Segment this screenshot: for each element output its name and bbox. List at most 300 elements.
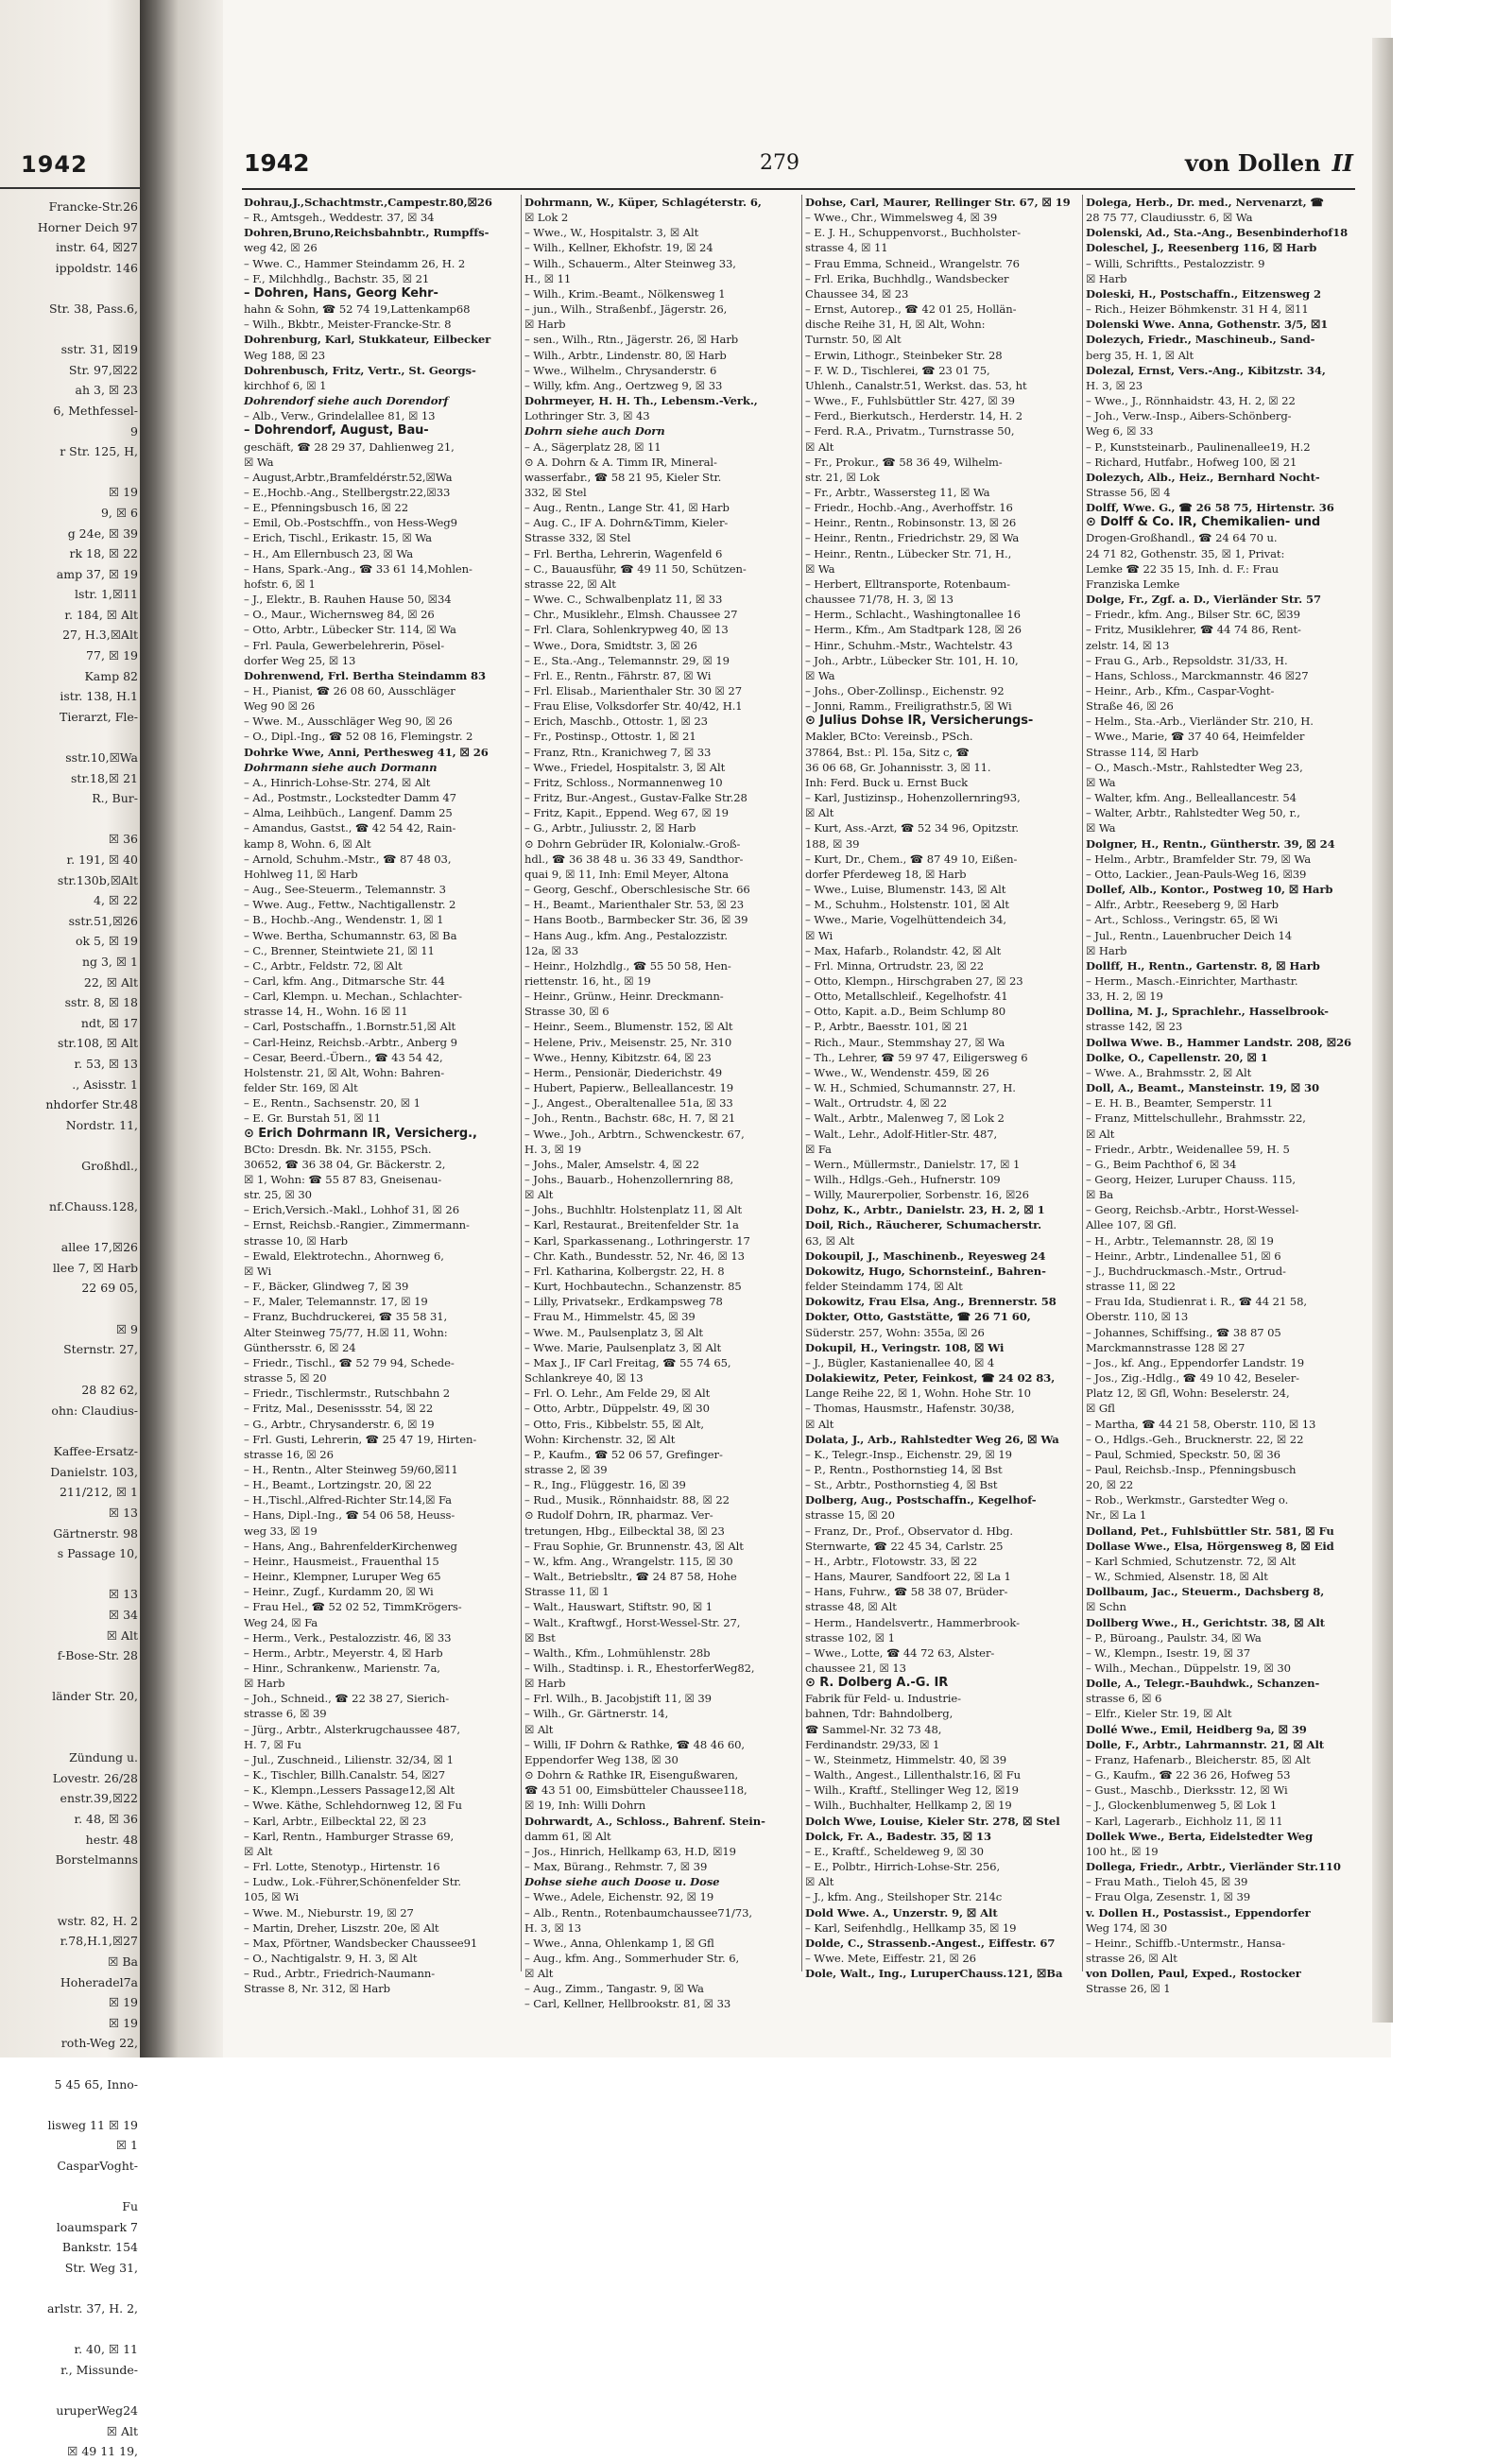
directory-entry: Dohrmann siehe auch Dormann (244, 760, 438, 774)
header-rule (242, 188, 1355, 190)
directory-entry: – Jonni, Ramm., Freiligrathstr.5, ☒ Wi (805, 699, 1012, 714)
left-page-line: uruperWeg24 (56, 2403, 138, 2419)
left-page-line: istr. 138, H.1 (60, 689, 138, 704)
directory-entry: – Frl. Gusti, Lehrerin, ☎ 25 47 19, Hirten- (244, 1432, 477, 1446)
directory-entry: – Wwe. Marie, Paulsenplatz 3, ☒ Alt (524, 1340, 722, 1354)
directory-entry: – Frl. Erika, Buchhdlg., Wandsbecker (805, 271, 1009, 285)
left-page-line: str.18,☒ 21 (71, 770, 138, 785)
directory-entry: – H., Am Ellernbusch 23, ☒ Wa (244, 546, 414, 560)
directory-entry: ☎ Sammel-Nr. 32 73 48, (805, 1722, 942, 1736)
directory-entry: felder Str. 169, ☒ Alt (244, 1081, 358, 1095)
directory-entry: – E., Pfenningsbusch 16, ☒ 22 (244, 501, 408, 515)
left-page-line: Fu (122, 2199, 138, 2214)
directory-entry: – Willi, IF Dohrn & Rathke, ☎ 48 46 60, (524, 1737, 745, 1751)
left-page-line: ohn: Claudius- (51, 1403, 138, 1419)
directory-entry: – O., Nachtigalstr. 9, H. 3, ☒ Alt (244, 1951, 418, 1965)
left-page-line (4, 2279, 138, 2299)
directory-entry: ☒ Harb (1086, 943, 1127, 957)
directory-entry: – Wwe., Henny, Kibitzstr. 64, ☒ 23 (524, 1050, 712, 1064)
directory-entry: Dohse siehe auch Doose u. Dose (524, 1875, 720, 1889)
directory-entry: – Ernst, Reichsb.-Rangier., Zimmermann- (244, 1218, 470, 1232)
directory-entry: ☒ Wa (244, 455, 274, 469)
directory-entry: Dolff, Wwe. G., ☎ 26 58 75, Hirtenstr. 36 (1086, 501, 1334, 515)
directory-entry: – Hans, Dipl.-Ing., ☎ 54 06 58, Heuss- (244, 1508, 455, 1523)
left-page-line: nhdorfer Str.48 (45, 1097, 138, 1112)
directory-entry: – P., Kunststeinarb., Paulinenallee19, H.2 (1086, 439, 1311, 454)
directory-entry: – Walt., Betriebsltr., ☎ 24 87 58, Hohe (524, 1570, 737, 1584)
directory-entry: – Georg, Reichsb.-Arbtr., Horst-Wessel- (1086, 1203, 1299, 1217)
directory-entry: – Dohrendorf, August, Bau- (244, 423, 429, 439)
directory-entry: ☒ Wa (805, 668, 835, 682)
directory-entry: – Hinr., Schrankenw., Marienstr. 7a, (244, 1661, 440, 1675)
left-page-line (4, 319, 138, 340)
directory-entry: Weg 6, ☒ 33 (1086, 424, 1154, 439)
directory-entry: BCto: Dresdn. Bk. Nr. 3155, PSch. (244, 1142, 432, 1156)
directory-entry: – Joh., Verw.-Insp., Aibers-Schönberg- (1086, 409, 1292, 423)
directory-entry: Doil, Rich., Räucherer, Schumacherstr. (805, 1218, 1042, 1232)
directory-entry: Turnstr. 50, ☒ Alt (805, 333, 902, 347)
directory-entry: ☒ Alt (244, 1844, 273, 1858)
directory-entry: ☒ Gfl (1086, 1402, 1115, 1416)
directory-entry: ☒ Fa (805, 1142, 832, 1156)
directory-entry: – Wilh., Kellner, Ekhofstr. 19, ☒ 24 (524, 241, 713, 255)
left-page-line: allee 17,☒26 (60, 1240, 138, 1255)
directory-entry: – W., kfm. Ang., Wrangelstr. 115, ☒ 30 (524, 1554, 733, 1568)
directory-entry: ☒ Wa (1086, 821, 1116, 835)
left-page-line (4, 2319, 138, 2340)
directory-entry: – Max, Hafarb., Rolandstr. 42, ☒ Alt (805, 943, 1002, 957)
directory-entry: – A., Hinrich-Lohse-Str. 274, ☒ Alt (244, 775, 431, 789)
directory-entry: – W., Klempn., Isestr. 19, ☒ 37 (1086, 1645, 1251, 1660)
directory-entry: – Johannes, Schiffsing., ☎ 38 87 05 (1086, 1325, 1281, 1339)
directory-entry: – Friedr., kfm. Ang., Bilser Str. 6C, ☒39 (1086, 608, 1300, 622)
directory-entry: – J., Bügler, Kastanienallee 40, ☒ 4 (805, 1355, 995, 1369)
directory-entry: – Wwe., Adele, Eichenstr. 92, ☒ 19 (524, 1890, 714, 1904)
directory-entry: – Frl. Katharina, Kolbergstr. 22, H. 8 (524, 1264, 725, 1278)
directory-entry: Strasse 332, ☒ Stel (524, 531, 631, 545)
directory-entry: – Wwe. A., Brahmsstr. 2, ☒ Alt (1086, 1065, 1252, 1079)
left-page-line: wstr. 82, H. 2 (57, 1913, 138, 1928)
directory-entry: strasse 14, H., Wohn. 16 ☒ 11 (244, 1005, 408, 1019)
directory-entry: Dold Wwe. A., Unzerstr. 9, ☒ Alt (805, 1905, 998, 1920)
directory-entry: – Wwe., Chr., Wimmelsweg 4, ☒ 39 (805, 211, 998, 225)
directory-entry: ☒ Schn (1086, 1600, 1126, 1614)
directory-entry: Weg 188, ☒ 23 (244, 348, 325, 362)
left-page-line: länder Str. 20, (52, 1689, 138, 1704)
left-page-line (4, 2094, 138, 2115)
directory-entry: – A., Sägerplatz 28, ☒ 11 (524, 439, 662, 454)
directory-entry: – Rud., Arbtr., Friedrich-Naumann- (244, 1967, 436, 1981)
directory-entry: – Erich,Versich.-Makl., Lohhof 31, ☒ 26 (244, 1203, 459, 1217)
left-page-line: Tierarzt, Fle- (60, 709, 138, 724)
directory-entry: Dolch Wwe, Louise, Kieler Str. 278, ☒ Stel (805, 1814, 1060, 1828)
directory-entry: – Fritz, Kapit., Eppend. Weg 67, ☒ 19 (524, 806, 729, 820)
directory-entry: 63, ☒ Alt (805, 1233, 855, 1248)
directory-entry: – Otto, Fris., Kibbelstr. 55, ☒ Alt, (524, 1417, 705, 1431)
directory-entry: – Wwe., Joh., Arbtrn., Schwenckestr. 67, (524, 1127, 745, 1141)
directory-entry: – Frl. Elisab., Marienthaler Str. 30 ☒ 27 (524, 684, 742, 697)
directory-entry: – Heinr., Rentn., Robinsonstr. 13, ☒ 26 (805, 516, 1017, 530)
directory-entry: – Karl, Rentn., Hamburger Strasse 69, (244, 1829, 455, 1843)
left-page-line: ☒ 34 (108, 1607, 138, 1622)
left-page-line (4, 1870, 138, 1891)
directory-entry: – Alb., Rentn., Rotenbaumchaussee71/73, (524, 1905, 752, 1920)
directory-entry: str. 25, ☒ 30 (244, 1188, 312, 1202)
directory-entry: – Kurt, Dr., Chem., ☎ 87 49 10, Eißen- (805, 852, 1018, 866)
directory-entry: – W. H., Schmied, Schumannstr. 27, H. (805, 1081, 1016, 1095)
directory-entry: – Erich, Tischl., Erikastr. 15, ☒ Wa (244, 531, 432, 545)
directory-entry: 24 71 82, Gothenstr. 35, ☒ 1, Privat: (1086, 546, 1285, 560)
directory-entry: ☒ Bst (524, 1630, 556, 1644)
directory-entry: strasse 15, ☒ 20 (805, 1508, 895, 1523)
directory-entry: – Willy, Maurerpolier, Sorbenstr. 16, ☒26 (805, 1188, 1029, 1202)
directory-entry: – Herm., Arbtr., Meyerstr. 4, ☒ Harb (244, 1645, 443, 1660)
directory-entry: strasse 2, ☒ 39 (524, 1462, 608, 1476)
left-page-line (4, 1728, 138, 1748)
directory-entry: H. 3, ☒ 13 (524, 1920, 582, 1935)
directory-entry: – E., Rentn., Sachsenstr. 20, ☒ 1 (244, 1096, 421, 1110)
left-page-line: ah 3, ☒ 23 (75, 383, 138, 398)
directory-entry: Inh: Ferd. Buck u. Ernst Buck (805, 775, 969, 789)
directory-entry: – P., Arbtr., Baesstr. 101, ☒ 21 (805, 1020, 969, 1034)
left-page-line: Borstelmanns (55, 1852, 138, 1868)
directory-entry: – Carl, Kellner, Hellbrookstr. 81, ☒ 33 (524, 1997, 731, 2011)
directory-entry: strasse 26, ☒ Alt (1086, 1951, 1177, 1965)
directory-entry: – Herbert, Elltransporte, Rotenbaum- (805, 577, 1010, 591)
directory-entry: Strasse 56, ☒ 4 (1086, 485, 1171, 499)
directory-entry: – Wwe., Luise, Blumenstr. 143, ☒ Alt (805, 883, 1006, 897)
directory-entry: – Wwe. M., Nieburstr. 19, ☒ 27 (244, 1905, 414, 1920)
directory-entry: – Wwe., Dora, Smidtstr. 3, ☒ 26 (524, 638, 697, 652)
left-page-line: Sternstr. 27, (63, 1342, 138, 1357)
directory-entry: Fabrik für Feld- u. Industrie- (805, 1692, 961, 1706)
directory-column-2 (524, 195, 799, 2011)
left-page-line: Str. 97,☒22 (68, 362, 138, 377)
directory-entry: – H.,Tischl.,Alfred-Richter Str.14,☒ Fa (244, 1493, 452, 1507)
directory-entry: Dolezych, Alb., Heiz., Bernhard Nocht- (1086, 470, 1320, 484)
directory-entry: – Th., Lehrer, ☎ 59 97 47, Eiligersweg 6 (805, 1050, 1028, 1064)
left-page-line: Francke-Str.26 (48, 199, 138, 214)
directory-entry: Dohrn siehe auch Dorn (524, 424, 665, 439)
left-page-line: 27, H.3,☒Alt (62, 628, 138, 643)
left-page-line: CasparVoght- (57, 2159, 138, 2173)
directory-entry: Dohrau,J.,Schachtmstr.,Campestr.80,☒26 (244, 196, 492, 209)
directory-entry: Lothringer Str. 3, ☒ 43 (524, 409, 650, 423)
directory-entry: – Franz, Dr., Prof., Observator d. Hbg. (805, 1524, 1013, 1538)
directory-entry: – Hans, Spark.-Ang., ☎ 33 61 14,Mohlen- (244, 561, 472, 576)
directory-entry: – O., Masch.-Mstr., Rahlstedter Weg 23, (1086, 760, 1303, 774)
left-page-line: ippoldstr. 146 (55, 260, 138, 275)
directory-entry: – K., Klempn.,Lessers Passage12,☒ Alt (244, 1783, 455, 1798)
left-page-line (4, 1890, 138, 1911)
directory-entry: – Alfr., Arbtr., Reeseberg 9, ☒ Harb (1086, 898, 1279, 912)
directory-entry: – Friedr., Arbtr., Weidenallee 59, H. 5 (1086, 1142, 1290, 1156)
directory-entry: – St., Arbtr., Posthornstieg 4, ☒ Bst (805, 1478, 998, 1492)
directory-entry: – Paul, Schmied, Speckstr. 50, ☒ 36 (1086, 1447, 1280, 1461)
directory-entry: – Frl. Minna, Ortrudstr. 23, ☒ 22 (805, 958, 984, 973)
directory-entry: – P., Rentn., Posthornstieg 14, ☒ Bst (805, 1462, 1003, 1476)
left-page-line: Kamp 82 (84, 668, 138, 683)
directory-entry: – G., Arbtr., Chrysanderstr. 6, ☒ 19 (244, 1417, 435, 1431)
directory-entry: – H., Arbtr., Telemannstr. 28, ☒ 19 (1086, 1233, 1274, 1248)
directory-entry: – Wilh., Gr. Gärtnerstr. 14, (524, 1707, 669, 1721)
directory-entry: – Aug., Zimm., Tangastr. 9, ☒ Wa (524, 1982, 704, 1996)
directory-entry: Nr., ☒ La 1 (1086, 1508, 1147, 1523)
left-page-line: 22, ☒ Alt (83, 974, 138, 990)
left-page-text (4, 197, 138, 2462)
directory-entry: ☒ Harb (524, 1677, 566, 1691)
left-page-line: Zündung u. (69, 1750, 138, 1765)
directory-entry: – Hinr., Schuhm.-Mstr., Wachtelstr. 43 (805, 638, 1013, 652)
directory-entry: – Erich, Maschb., Ottostr. 1, ☒ 23 (524, 714, 708, 729)
directory-entry: ☎ 43 51 00, Eimsbütteler Chaussee118, (524, 1783, 747, 1798)
directory-entry: – Helm., Sta.-Arb., Vierländer Str. 210, H. (1086, 714, 1314, 729)
directory-entry: – G., Kaufm., ☎ 22 36 26, Hofweg 53 (1086, 1768, 1291, 1782)
directory-entry: Dolke, O., Capellenstr. 20, ☒ 1 (1086, 1050, 1268, 1064)
directory-entry: – E., Sta.-Ang., Telemannstr. 29, ☒ 19 (524, 653, 730, 667)
directory-entry: – Heinr., Grünw., Heinr. Dreckmann- (524, 990, 724, 1004)
directory-entry: – Richard, Hutfabr., Hofweg 100, ☒ 21 (1086, 455, 1297, 469)
directory-entry: Dohrenwend, Frl. Bertha Steindamm 83 (244, 668, 486, 682)
directory-entry: – Art., Schloss., Veringstr. 65, ☒ Wi (1086, 913, 1279, 927)
directory-entry: Dole, Walt., Ing., LuruperChauss.121, ☒Ba (805, 1967, 1063, 1981)
directory-entry: – Heinr., Klempner, Luruper Weg 65 (244, 1570, 441, 1584)
directory-entry: ☒ Lok 2 (524, 211, 569, 225)
directory-entry: str. 21, ☒ Lok (805, 470, 880, 484)
directory-entry: – Aug., kfm. Ang., Sommerhuder Str. 6, (524, 1951, 740, 1965)
directory-entry: – Otto, Kapit. a.D., Beim Schlump 80 (805, 1005, 1006, 1019)
directory-entry: – Martin, Dreher, Liszstr. 20e, ☒ Alt (244, 1920, 439, 1935)
directory-entry: – Karl, Lagerarb., Eichholz 11, ☒ 11 (1086, 1814, 1283, 1828)
directory-entry: – F., Milchhdlg., Bachstr. 35, ☒ 21 (244, 271, 430, 285)
directory-entry: damm 61, ☒ Alt (524, 1829, 611, 1843)
directory-entry: ☒ 1, Wohn: ☎ 55 87 83, Gneisenau- (244, 1173, 442, 1186)
directory-entry: ⊙ R. Dolberg A.-G. IR (805, 1676, 949, 1691)
left-page-line: roth-Weg 22, (60, 2036, 138, 2051)
directory-entry: ☒ Wa (805, 561, 835, 576)
directory-entry: strasse 5, ☒ 20 (244, 1371, 327, 1386)
directory-entry: 188, ☒ 39 (805, 836, 860, 851)
left-page-line: ☒ 19 (108, 2015, 138, 2030)
directory-entry: – Karl Schmied, Schutzenstr. 72, ☒ Alt (1086, 1554, 1297, 1568)
guide-word-text: von Dollen (1185, 149, 1321, 177)
directory-entry: – Wwe. C., Hammer Steindamm 26, H. 2 (244, 256, 466, 270)
left-page-line: 6, Methfessel- (53, 403, 138, 418)
directory-entry: – Wwe., Anna, Ohlenkamp 1, ☒ Gfl (524, 1936, 714, 1950)
directory-entry: – Hans Aug., kfm. Ang., Pestalozzistr. (524, 928, 728, 942)
directory-entry: – Wilh., Arbtr., Lindenstr. 80, ☒ Harb (524, 348, 727, 362)
directory-entry: Dollina, M. J., Sprachlehr., Hasselbrook- (1086, 1005, 1329, 1019)
left-page-line: ndt, ☒ 17 (80, 1015, 138, 1030)
directory-entry: tretungen, Hbg., Eilbecktal 38, ☒ 23 (524, 1524, 725, 1538)
directory-entry: Dollef, Alb., Kontor., Postweg 10, ☒ Harb (1086, 883, 1333, 897)
directory-entry: strasse 6, ☒ 6 (1086, 1692, 1162, 1706)
directory-entry: Alter Steinweg 75/77, H.☒ 11, Wohn: (244, 1325, 448, 1339)
directory-entry: kirchhof 6, ☒ 1 (244, 378, 327, 392)
left-page-line (4, 809, 138, 830)
left-page-line: 22 69 05, (81, 1281, 138, 1296)
left-page-line: 9 (130, 423, 138, 439)
directory-entry: strasse 22, ☒ Alt (524, 577, 616, 591)
directory-entry: ⊙ Dohrn Gebrüder IR, Kolonialw.-Groß- (524, 836, 741, 851)
directory-entry: – C., Bauausführ, ☎ 49 11 50, Schützen- (524, 561, 747, 576)
left-page-line: ☒ 19 (108, 1995, 138, 2010)
directory-entry: H. 7, ☒ Fu (244, 1737, 301, 1751)
directory-entry: v. Dollen H., Postassist., Eppendorfer (1086, 1905, 1311, 1920)
left-page-line (4, 1135, 138, 1156)
directory-entry: Dohz, K., Arbtr., Danielstr. 23, H. 2, ☒ 1 (805, 1203, 1045, 1217)
directory-entry: Dolega, Herb., Dr. med., Nervenarzt, ☎ (1086, 196, 1324, 209)
left-page-line: sstr.10,☒Wa (65, 750, 138, 766)
book-gutter (140, 0, 225, 2057)
directory-entry: – G., Beim Pachthof 6, ☒ 34 (1086, 1157, 1237, 1171)
directory-entry: – Frau Emma, Schneid., Wrangelstr. 76 (805, 256, 1020, 270)
left-page-line (4, 727, 138, 748)
directory-entry: ☒ Alt (805, 439, 834, 454)
directory-entry: – F., Maler, Telemannstr. 17, ☒ 19 (244, 1295, 428, 1309)
directory-entry: Makler, BCto: Vereinsb., PSch. (805, 730, 973, 744)
directory-entry: 20, ☒ 22 (1086, 1478, 1134, 1492)
directory-entry: Günthersstr. 6, ☒ 24 (244, 1340, 356, 1354)
directory-entry: – Heinr., Hausmeist., Frauenthal 15 (244, 1554, 439, 1568)
directory-entry: – Dohren, Hans, Georg Kehr- (244, 285, 438, 301)
directory-entry: – Frl. Lotte, Stenotyp., Hirtenstr. 16 (244, 1860, 440, 1874)
directory-entry: Chaussee 34, ☒ 23 (805, 286, 909, 301)
directory-entry: – Emil, Ob.-Postschffn., von Hess-Weg9 (244, 516, 457, 530)
directory-entry: strasse 11, ☒ 22 (1086, 1280, 1176, 1294)
directory-entry: – O., Maur., Wichernsweg 84, ☒ 26 (244, 608, 435, 622)
left-page-line (4, 1299, 138, 1319)
directory-entry: – J., Angest., Oberaltenallee 51a, ☒ 33 (524, 1096, 733, 1110)
directory-entry: – Frau Math., Tieloh 45, ☒ 39 (1086, 1875, 1248, 1889)
left-page-line: lisweg 11 ☒ 19 (47, 2117, 138, 2132)
directory-entry: Dokoupil, J., Maschinenb., Reyesweg 24 (805, 1248, 1046, 1263)
directory-entry: – Wwe., Marie, ☎ 37 40 64, Heimfelder (1086, 730, 1305, 744)
directory-entry: Dohrke Wwe, Anni, Perthesweg 41, ☒ 26 (244, 745, 489, 759)
left-page-line: ., Asisstr. 1 (72, 1076, 138, 1092)
directory-entry: – Chr., Musiklehr., Elmsh. Chaussee 27 (524, 608, 738, 622)
left-page-line: lstr. 1,☒11 (74, 587, 138, 602)
left-page-line: llee 7, ☒ Harb (52, 1260, 138, 1275)
directory-entry: strasse 16, ☒ 26 (244, 1447, 334, 1461)
directory-entry: – Wwe., Lotte, ☎ 44 72 63, Alster- (805, 1645, 995, 1660)
left-page-line: 5 45 65, Inno- (54, 2076, 138, 2092)
directory-entry: – Johs., Bauarb., Hohenzollernring 88, (524, 1173, 734, 1186)
directory-entry: strasse 142, ☒ 23 (1086, 1020, 1183, 1034)
directory-entry: – Otto, Metallschleif., Kegelhofstr. 41 (805, 990, 1008, 1004)
directory-entry: – Erwin, Lithogr., Steinbeker Str. 28 (805, 348, 1003, 362)
directory-entry: – Fr., Postinsp., Ottostr. 1, ☒ 21 (524, 730, 696, 744)
directory-entry: Dohrmann, W., Küper, Schlagéterstr. 6, (524, 196, 762, 209)
directory-entry: – Herm., Pensionär, Diederichstr. 49 (524, 1065, 723, 1079)
left-page-line (4, 1177, 138, 1197)
directory-entry: – O., Hdlgs.-Geh., Brucknerstr. 22, ☒ 22 (1086, 1432, 1304, 1446)
directory-entry: H. 3, ☒ 23 (1086, 378, 1143, 392)
directory-entry: – B., Hochb.-Ang., Wendenstr. 1, ☒ 1 (244, 913, 444, 927)
directory-entry: – Elfr., Kieler Str. 19, ☒ Alt (1086, 1707, 1232, 1721)
directory-entry: dorfer Pferdeweg 18, ☒ Harb (805, 867, 967, 881)
directory-entry: – Carl, kfm. Ang., Ditmarsche Str. 44 (244, 973, 445, 988)
left-page-line (4, 1360, 138, 1381)
directory-entry: Straße 46, ☒ 26 (1086, 699, 1174, 714)
directory-entry: Uhlenh., Canalstr.51, Werkst. das. 53, ht (805, 378, 1027, 392)
left-page-line: Lovestr. 26/28 (52, 1770, 138, 1785)
directory-entry: – Heinr., Holzhdlg., ☎ 55 50 58, Hen- (524, 958, 731, 973)
directory-entry: ☒ Alt (805, 806, 834, 820)
directory-entry: 28 75 77, Claudiusstr. 6, ☒ Wa (1086, 211, 1253, 225)
directory-entry: – Heinr., Schiffb.-Untermstr., Hansa- (1086, 1936, 1285, 1950)
directory-entry: Dohrwardt, A., Schloss., Bahrenf. Stein- (524, 1814, 765, 1828)
directory-entry: – Gust., Maschb., Dierksstr. 12, ☒ Wi (1086, 1783, 1288, 1798)
left-page-line: ng 3, ☒ 1 (81, 954, 138, 969)
directory-entry: Dolberg, Aug., Postschaffn., Kegelhof- (805, 1493, 1037, 1507)
column-divider (801, 195, 802, 1971)
header-year: 1942 (244, 149, 310, 177)
page-number: 279 (760, 151, 799, 175)
directory-entry: ☒ Ba (1086, 1188, 1114, 1202)
directory-entry: – Carl, Klempn. u. Mechan., Schlachter- (244, 990, 462, 1004)
directory-entry: – Fritz, Musiklehrer, ☎ 44 74 86, Rent- (1086, 623, 1301, 637)
directory-entry: ☒ Harb (1086, 271, 1127, 285)
directory-entry: – Franz, Hafenarb., Bleicherstr. 85, ☒ Alt (1086, 1752, 1311, 1766)
directory-entry: Dollase Wwe., Elsa, Hörgensweg 8, ☒ Eid (1086, 1539, 1334, 1553)
directory-entry: Oberstr. 110, ☒ 13 (1086, 1310, 1189, 1324)
directory-entry: – R., Ing., Flüggestr. 16, ☒ 39 (524, 1478, 686, 1492)
directory-entry: Dolata, J., Arb., Rahlstedter Weg 26, ☒ Wa (805, 1432, 1059, 1446)
directory-entry: – Otto, Lackier., Jean-Pauls-Weg 16, ☒39 (1086, 867, 1307, 881)
page-edge-shadow (1372, 38, 1393, 2023)
directory-entry: – Fr., Arbtr., Wassersteg 11, ☒ Wa (805, 485, 990, 499)
directory-entry: felder Steindamm 174, ☒ Alt (805, 1280, 963, 1294)
left-page-line (4, 1564, 138, 1585)
directory-entry: Dohse, Carl, Maurer, Rellinger Str. 67, ☒ 19 (805, 196, 1071, 209)
directory-entry: Dollega, Friedr., Arbtr., Vierländer Str.110 (1086, 1860, 1341, 1874)
directory-entry: strasse 10, ☒ Harb (244, 1233, 348, 1248)
left-page-line (4, 2381, 138, 2402)
left-page-line (4, 1707, 138, 1728)
directory-entry: – Frau Sophie, Gr. Brunnenstr. 43, ☒ Alt (524, 1539, 744, 1553)
directory-entry: – Paul, Reichsb.-Insp., Pfenningsbusch (1086, 1462, 1297, 1476)
directory-entry: – Walt., Kraftwgf., Horst-Wessel-Str. 27, (524, 1615, 741, 1629)
directory-entry: kamp 8, Wohn. 6, ☒ Alt (244, 836, 371, 851)
left-page-line: ☒ Ba (108, 1954, 138, 1970)
directory-entry: – Karl, Restaurat., Breitenfelder Str. 1a (524, 1218, 739, 1232)
directory-entry: – Frl. Clara, Sohlenkrypweg 40, ☒ 13 (524, 623, 729, 637)
directory-entry: – Fritz, Bur.-Angest., Gustav-Falke Str.28 (524, 791, 747, 805)
left-page-line: str.108, ☒ Alt (57, 1036, 138, 1051)
directory-entry: H. 3, ☒ 19 (524, 1142, 582, 1156)
directory-entry: Dolck, Fr. A., Badestr. 35, ☒ 13 (805, 1829, 991, 1843)
directory-entry: – E. J. H., Schuppenvorst., Buchholster- (805, 226, 1021, 240)
directory-entry: Dollé Wwe., Emil, Heidberg 9a, ☒ 39 (1086, 1722, 1307, 1736)
directory-entry: Dolgner, H., Rentn., Güntherstr. 39, ☒ 24 (1086, 836, 1335, 851)
directory-entry: – J., kfm. Ang., Steilshoper Str. 214c (805, 1890, 1003, 1904)
directory-entry: Dokowitz, Hugo, Schornsteinf., Bahren- (805, 1264, 1046, 1278)
directory-entry: 30652, ☎ 36 38 04, Gr. Bäckerstr. 2, (244, 1157, 446, 1171)
directory-entry: – E., Polbtr., Hirrich-Lohse-Str. 256, (805, 1860, 1001, 1874)
left-page-line (4, 1421, 138, 1442)
left-page-line (4, 1666, 138, 1687)
directory-entry: – H., Arbtr., Flotowstr. 33, ☒ 22 (805, 1554, 978, 1568)
directory-entry: – Walt., Ortrudstr. 4, ☒ 22 (805, 1096, 947, 1110)
directory-entry: – Max J., IF Carl Freitag, ☎ 55 74 65, (524, 1355, 731, 1369)
directory-entry: – Aug., Rentn., Lange Str. 41, ☒ Harb (524, 501, 730, 515)
directory-entry: 105, ☒ Wi (244, 1890, 300, 1904)
directory-entry: – Otto, Arbtr., Lübecker Str. 114, ☒ Wa (244, 623, 456, 637)
left-page-line: ☒ Alt (106, 2423, 138, 2438)
directory-entry: – Fritz, Mal., Desenissstr. 54, ☒ 22 (244, 1402, 434, 1416)
directory-entry: – Frl. Bertha, Lehrerin, Wagenfeld 6 (524, 546, 723, 560)
